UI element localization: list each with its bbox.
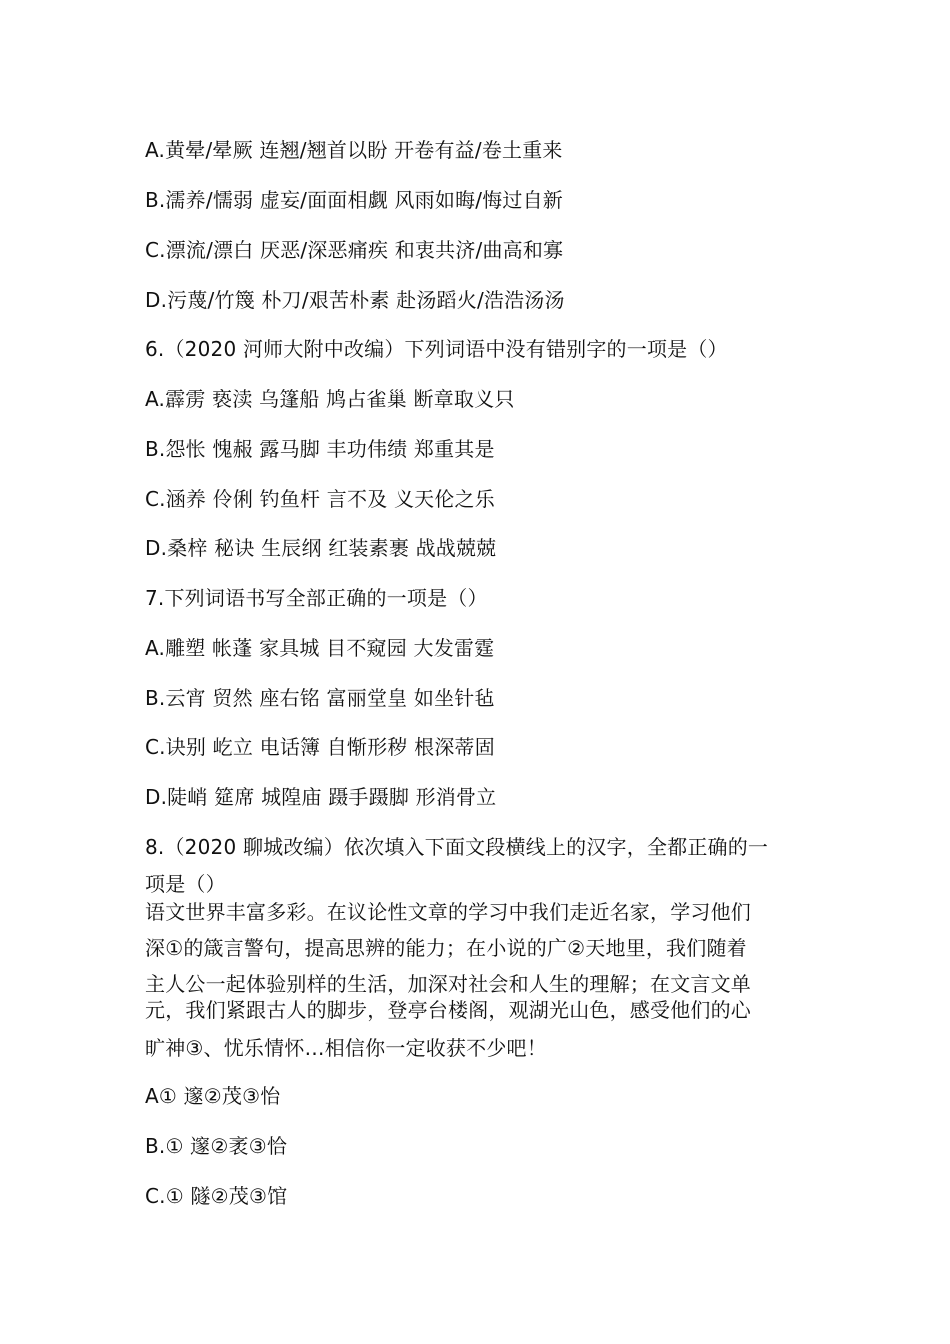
question-7: 7.下列词语书写全部正确的一项是（）: [145, 586, 488, 610]
option-c-q8: C.① 隧②茂③馆: [145, 1184, 288, 1208]
option-b-q5: B.濡养/懦弱 虚妄/面面相觑 风雨如晦/悔过自新: [145, 188, 564, 212]
option-a-q7: A.雕塑 帐蓬 家具城 目不窥园 大发雷霆: [145, 636, 495, 660]
option-c-q7: C.诀别 屹立 电话簿 自惭形秽 根深蒂固: [145, 735, 495, 759]
passage-line-2: 深①的箴言警句，提高思辨的能力；在小说的广②天地里，我们随着: [145, 936, 747, 960]
option-a-q5: A.黄晕/晕厥 连翘/翘首以盼 开卷有益/卷土重来: [145, 138, 563, 162]
option-d-q7: D.陡峭 筵席 城隍庙 蹑手蹑脚 形消骨立: [145, 785, 497, 809]
question-8-line-2: 项是（）: [145, 872, 226, 896]
option-d-q6: D.桑梓 秘诀 生辰纲 红装素裹 战战兢兢: [145, 536, 497, 560]
option-b-q6: B.怨怅 愧赧 露马脚 丰功伟绩 郑重其是: [145, 437, 495, 461]
option-b-q7: B.云宵 贸然 座右铭 富丽堂皇 如坐针毡: [145, 686, 495, 710]
option-a-q8: A① 邃②茂③怡: [145, 1084, 281, 1108]
question-8-line-1: 8.（2020 聊城改编）依次填入下面文段横线上的汉字，全都正确的一: [145, 835, 769, 859]
option-c-q5: C.漂流/漂白 厌恶/深恶痛疾 和衷共济/曲高和寡: [145, 238, 564, 262]
option-a-q6: A.霹雳 亵渎 乌篷船 鸠占雀巢 断章取义只: [145, 387, 515, 411]
option-b-q8: B.① 邃②袤③恰: [145, 1134, 288, 1158]
passage-line-4: 元，我们紧跟古人的脚步，登亭台楼阁，观湖光山色，感受他们的心: [145, 998, 751, 1022]
question-6: 6.（2020 河师大附中改编）下列词语中没有错别字的一项是（）: [145, 337, 728, 361]
passage-line-1: 语文世界丰富多彩。在议论性文章的学习中我们走近名家，学习他们: [145, 900, 751, 924]
option-c-q6: C.涵养 伶俐 钓鱼杆 言不及 义天伦之乐: [145, 487, 495, 511]
passage-line-3: 主人公一起体验别样的生活，加深对社会和人生的理解；在文言文单: [145, 972, 751, 996]
passage-line-5: 旷神③、忧乐情怀…相信你一定收获不少吧！: [145, 1036, 547, 1060]
option-d-q5: D.污蔑/竹篾 朴刀/艰苦朴素 赴汤蹈火/浩浩汤汤: [145, 288, 565, 312]
